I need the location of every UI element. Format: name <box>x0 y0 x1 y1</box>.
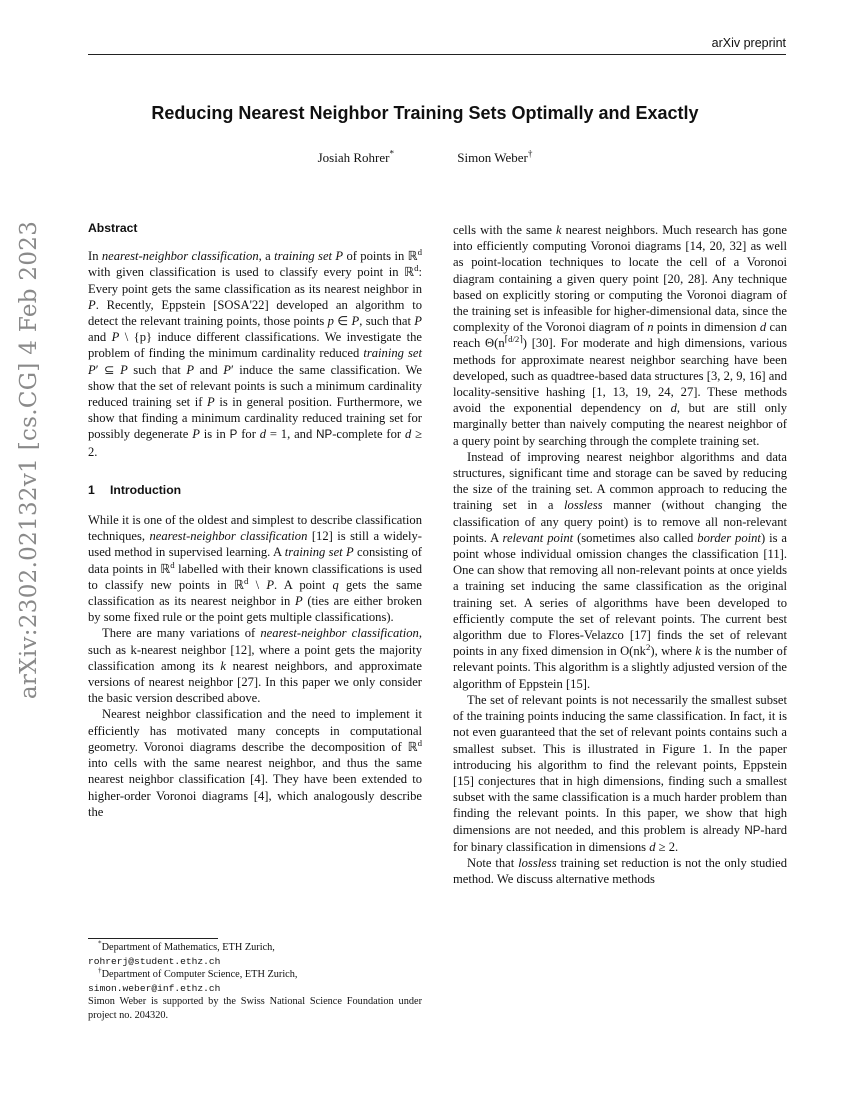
author-2 <box>457 150 532 166</box>
intro-paragraph-2: There are many variations of nearest-neighbor classification, such as k-nearest neighbor [12], where a point gets the majority classification among its k nearest neighbors, and approximate versions of nearest neighbor [27]. In this paper we only consider the basic version described above. <box>88 626 422 706</box>
footnote-2 <box>88 968 422 982</box>
intro-paragraph-4: Instead of improving nearest neighbor algorithms and data structures, significant time and storage can be saved by reducing the size of the training set. A common approach to reducing the training set in a lossless manner (without changing the classification of any query point) is to remove all non-relevant points. A relevant point (sometimes also called border point) is a point whose individual omission changes the classification [11]. One can show that removing all non-relevant points at once yields a training set inducing the same classification as the original training set. A series of algorithms have been developed to efficiently compute the set of relevant points. The current best algorithm due to Flores-Velazco [17] finds the set of relevant points in any fixed dimension in $O(nk^2)$, where k is the number of relevant points. This algorithm is a slightly adjusted version of the algorithm of Eppstein [15]. <box>453 449 788 691</box>
footnote-1-text: Department of Mathematics, ETH Zurich, <box>101 942 275 953</box>
header-rule <box>88 54 786 55</box>
footnote-1-email <box>88 955 422 969</box>
intro-paragraph-1: While it is one of the oldest and simplest to describe classification techniques, nearest-neighbor classification [12] is still a widely-used method in supervised learning. A training set P consisting of data points in ℝ$^d$ labelled with their known classifications is used to classify new points in ℝ$^d$ \ P. A point q gets the same classification as its nearest neighbor in P (ties are either broken by some fixed rule or the point gets multiple classifications). <box>88 513 423 625</box>
footnote-1-email-text: rohrerj@student.ethz.ch <box>88 955 221 967</box>
abstract-text: In nearest-neighbor classification, a training set P of points in ℝ$^d$ with given classification is used to classify every point in ℝ$^d$: Every point gets the same classification as its nearest neighbor in P. Recently, Eppstein [SOSA'22] developed an algorithm to detect the relevant training points, those points p ∈ P, such that P and P \ {p} induce different classifications. We investigate the problem of finding the minimum cardinality reduced training set P′ ⊆ P such that P and P′ induce the same classification. We show that the set of relevant points is such a minimum cardinality reduced training set if P is in general position. Furthermore, we show that finding a minimum cardinality reduced training set for possibly degenerate P is in P for d = 1, and NP-complete for d ≥ 2. <box>88 247 422 459</box>
footnote-1-mark: * <box>98 939 102 948</box>
abstract-heading: Abstract <box>88 221 138 235</box>
intro-number: 1 <box>88 482 95 497</box>
footnote-1 <box>88 941 422 955</box>
author-2-mark: † <box>527 148 533 159</box>
footnotes <box>88 941 422 1023</box>
right-column <box>453 222 787 887</box>
arxiv-stamp-text: arXiv:2302.02132v1 [cs.CG] 4 Feb 2023 <box>16 220 42 700</box>
intro-heading-text: Introduction <box>110 482 182 497</box>
footnote-2-mark: † <box>98 966 102 975</box>
author-1-mark: * <box>389 148 395 159</box>
intro-paragraph-6: Note that lossless training set reduction is not the only studied method. We discuss alternative methods <box>453 855 787 887</box>
footnote-rule <box>88 938 218 939</box>
author-1-name: Josiah Rohrer <box>317 150 390 165</box>
running-head: arXiv preprint <box>711 36 786 50</box>
footnote-2-email <box>88 982 422 996</box>
funding-note: Simon Weber is supported by the Swiss National Science Foundation under project no. 204320. <box>88 996 422 1021</box>
author-list <box>0 150 850 166</box>
left-column <box>88 220 422 820</box>
intro-paragraph-3-cont: cells with the same k nearest neighbors. Much research has gone into efficiently computing Voronoi diagrams [14, 20, 32] as well as point-location techniques to locate the cell of a Voronoi diagram containing a given query point [20, 28]. Any technique based on explicitly storing or computing the Voronoi diagram of the training set is infeasible for higher-dimensional data, since the complexity of the Voronoi diagram of n points in dimension d can reach $\Theta(n^{⌈d/2⌉})$ [30]. For moderate and high dimensions, various methods for approximate nearest neighbor searching have been developed, such as quadtree-based data structures [3, 2, 9, 16] and locality-sensitive hashing [1, 13, 19, 24, 27]. These methods avoid the exponential dependency on d, but are still only marginally better than naively computing the nearest neighbor of a query point by searching through the complete training set. <box>453 223 788 448</box>
footnote-2-text: Department of Computer Science, ETH Zurich, <box>101 969 298 981</box>
arxiv-stamp <box>8 220 50 700</box>
intro-heading <box>88 482 422 498</box>
author-1 <box>318 150 394 166</box>
footnote-2-email-text: simon.weber@inf.ethz.ch <box>88 982 221 994</box>
author-2-name: Simon Weber <box>457 150 528 165</box>
intro-paragraph-5: The set of relevant points is not necessarily the smallest subset of the training points inducing the same classification. In fact, it is not even guaranteed that the set of relevant points contains such a smallest subset. This is illustrated in Figure 1. In the paper introducing his algorithm to find the relevant points, Eppstein [15] conjectures that in high dimensions, finding such a smallest subset with the same classification is a much harder problem than finding the relevant points. In this paper, we show that high dimensions are not needed, and this problem is already NP-hard for binary classification in dimensions d ≥ 2. <box>453 692 787 854</box>
paper-title: Reducing Nearest Neighbor Training Sets Optimally and Exactly <box>151 103 699 123</box>
intro-paragraph-3: Nearest neighbor classification and the need to implement it efficiently has motivated many concepts in computational geometry. Voronoi diagrams describe the decomposition of ℝ$^d$ into cells with the same nearest neighbor, and thus the same nearest neighbor classification [4]. They have been extended to higher-order Voronoi diagrams [4], which analogously describe the <box>88 707 422 819</box>
